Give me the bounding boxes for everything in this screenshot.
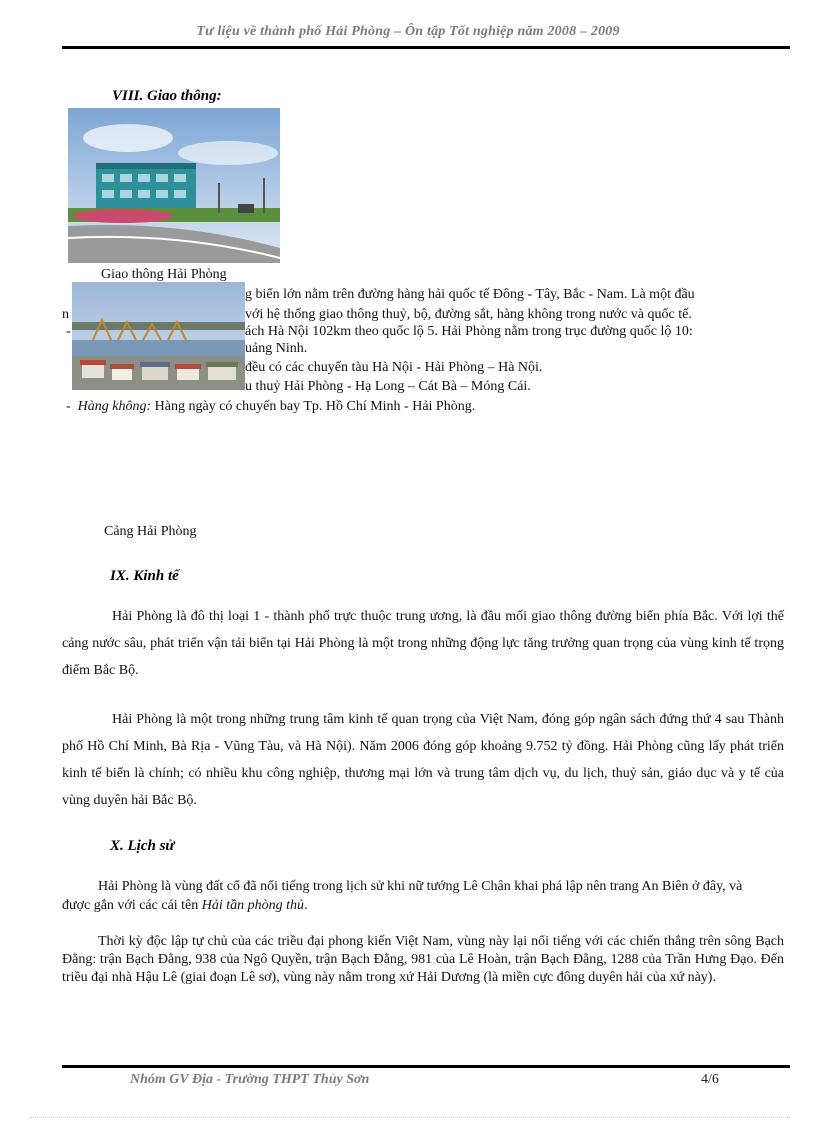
transport-air-line: - Hàng không: Hàng ngày có chuyến bay Tp. Hồ Chí Minh - Hải Phòng. (66, 399, 476, 414)
economy-paragraph-1: Hải Phòng là đô thị loại 1 - thành phố trực thuộc trung ương, là đầu mối giao thông đường biển phía Bắc. Với lợi thế cảng nước sâu, phát triển vận tải biển tại Hải Phòng là một trong những động lực tăng trưởng quan trọng của vùng kinh tế trọng điểm Bắc Bộ. (62, 609, 784, 678)
transport-line-2: với hệ thống giao thông thuỷ, bộ, đường sắt, hàng không trong nước và quốc tế. (245, 307, 692, 322)
history-paragraph-1 (62, 877, 762, 915)
history-p1-text: Hải Phòng là vùng đất cổ đã nổi tiếng trong lịch sử khi nữ tướng Lê Chân khai phá lập nên trang An Biên ở đây, và được gắn với các cái tên (62, 879, 743, 913)
transport-line-5: đều có các chuyến tàu Hà Nội - Hải Phòng – Hà Nội. (245, 360, 543, 375)
transport-line-2-start: n (62, 307, 69, 322)
header-rule (62, 46, 790, 49)
footer-rule (62, 1065, 790, 1068)
transport-line-6: u thuỷ Hải Phòng - Hạ Long – Cát Bà – Móng Cái. (245, 379, 531, 394)
history-paragraph-2: Thời kỳ độc lập tự chủ của các triều đại phong kiến Việt Nam, vùng này lại nổi tiếng với các chiến thắng trên sông Bạch Đằng: trận Bạch Đằng, 938 của Ngô Quyền, trận Bạch Đằng, 981 của Lê Hoàn, trận Bạch Đằng, 1288 của Trần Hưng Đạo. Đến triều đại nhà Hậu Lê (giai đoạn Lê sơ), vùng này nằm trong xứ Hải Dương (là miền cực đông duyên hải của xứ này). (62, 934, 784, 985)
photo-cang-hai-phong (72, 282, 245, 390)
transport-line-1: g biển lớn nằm trên đường hàng hải quốc tế Đông - Tây, Bắc - Nam. Là một đầu (245, 287, 695, 302)
footer-page-number: 4/6 (701, 1072, 719, 1087)
transport-line-3: ách Hà Nội 102km theo quốc lộ 5. Hải Phòng nằm trong trục đường quốc lộ 10: (245, 324, 693, 339)
page-bottom-border (30, 1117, 790, 1118)
air-label: Hàng không: (77, 399, 152, 414)
page-header-title: Tư liệu về thành phố Hải Phòng – Ôn tập Tốt nghiệp năm 2008 – 2009 (196, 24, 620, 39)
bullet-dash-1: - (66, 324, 71, 339)
footer-author: Nhóm GV Địa - Trường THPT Thủy Sơn (130, 1072, 370, 1087)
economy-paragraph-2: Hải Phòng là một trong những trung tâm kinh tế quan trọng của Việt Nam, đóng góp ngân sách đứng thứ 4 sau Thành phố Hồ Chí Minh, Bà Rịa - Vũng Tàu, và Hà Nội). Năm 2006 đóng góp khoảng 9.752 tỷ đồng. Hải Phòng cũng lấy phát triển kinh tế biển là chính; có nhiều khu công nghiệp, thương mại lớn và trung tâm dịch vụ, du lịch, thuỷ sản, giáo dục và y tế của vùng duyên hải Bắc Bộ. (62, 712, 784, 808)
photo-caption-giao-thong: Giao thông Hải Phòng (101, 267, 227, 282)
section-8-heading: VIII. Giao thông: (112, 88, 222, 104)
photo-giao-thong (68, 108, 280, 263)
transport-line-4: uảng Ninh. (245, 341, 308, 356)
air-text: Hàng ngày có chuyến bay Tp. Hồ Chí Minh - Hải Phòng. (151, 399, 476, 414)
section-9-heading: IX. Kinh tế (110, 568, 179, 584)
section-10-heading: X. Lịch sử (110, 838, 175, 854)
history-p1-italic: Hải tần phòng thủ (201, 898, 305, 913)
photo-caption-cang: Cảng Hải Phòng (104, 524, 197, 539)
history-p1-end: . (304, 898, 308, 913)
